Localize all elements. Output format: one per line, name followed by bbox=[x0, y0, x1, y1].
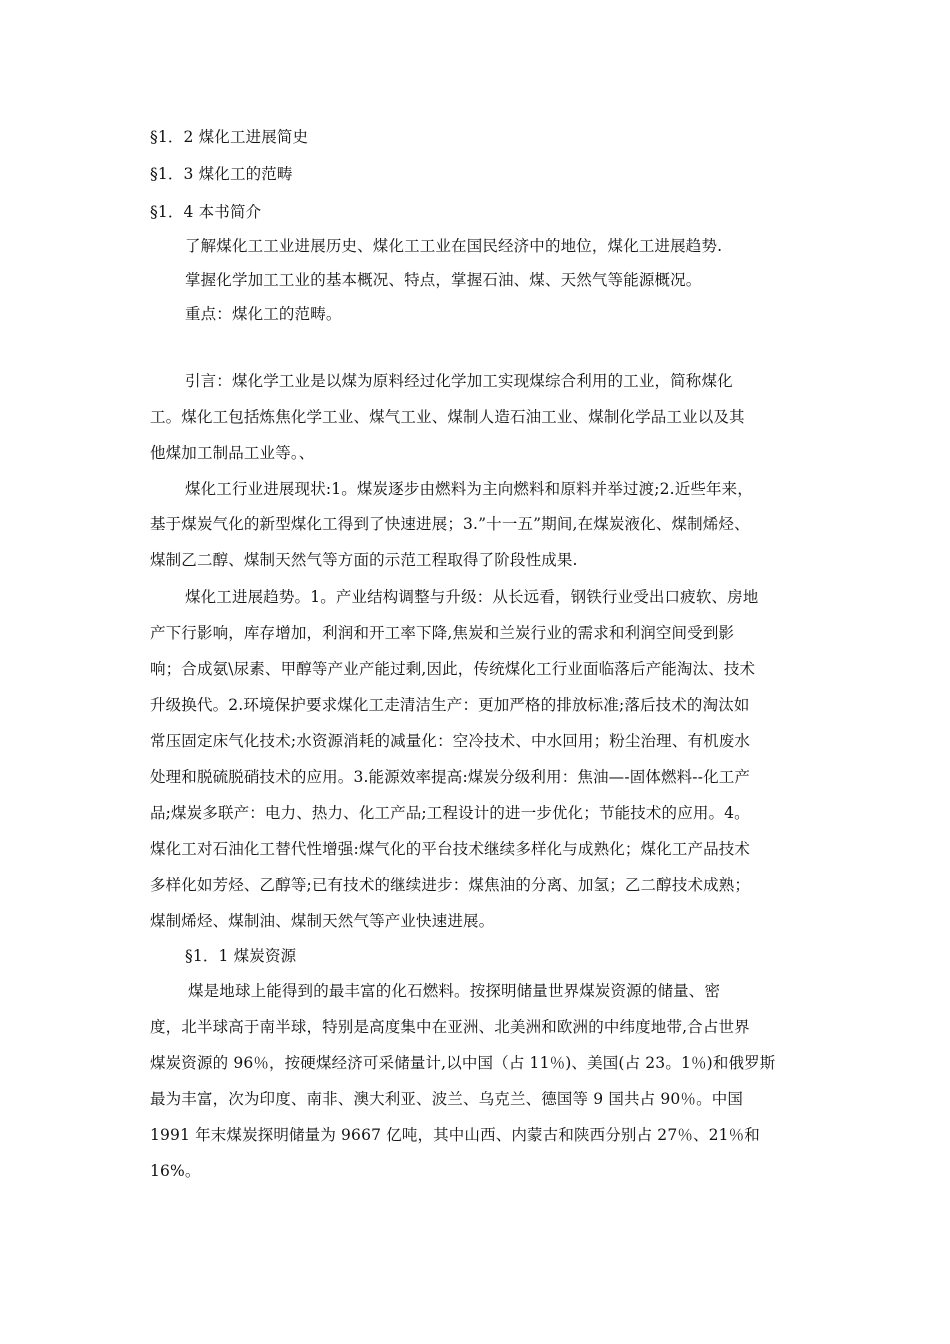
intro-line: 引言：煤化学工业是以煤为原料经过化学加工实现煤综合利用的工业，简称煤化 bbox=[185, 372, 733, 390]
resource-line: 煤是地球上能得到的最丰富的化石燃料。按探明储量世界煤炭资源的储量、密 bbox=[188, 982, 721, 1000]
heading-1-3: §1．3 煤化工的范畴 bbox=[150, 165, 293, 183]
trend-line: 品;煤炭多联产：电力、热力、化工产品;工程设计的进一步优化；节能技术的应用。4。 bbox=[150, 804, 750, 822]
trend-line: 升级换代。2.环境保护要求煤化工走清洁生产：更加严格的排放标准;落后技术的淘汰如 bbox=[150, 696, 750, 714]
trend-line: 常压固定床气化技术;水资源消耗的减量化：空冷技术、中水回用；粉尘治理、有机废水 bbox=[150, 732, 751, 750]
status-line: 基于煤炭气化的新型煤化工得到了快速进展；3.”十一五”期间,在煤炭液化、煤制烯烃、 bbox=[150, 515, 750, 533]
objective-line: 了解煤化工工业进展历史、煤化工工业在国民经济中的地位，煤化工进展趋势. bbox=[185, 237, 723, 255]
trend-line: 多样化如芳烃、乙醇等;已有技术的继续进步：煤焦油的分离、加氢；乙二醇技术成熟； bbox=[150, 876, 751, 894]
heading-1-4: §1．4 本书简介 bbox=[150, 203, 262, 221]
section-title-1-1: §1．1 煤炭资源 bbox=[185, 947, 297, 965]
trend-line: 煤化工进展趋势。1。产业结构调整与升级：从长远看，钢铁行业受出口疲软、房地 bbox=[185, 588, 759, 606]
resource-line: 1991 年末煤炭探明储量为 9667 亿吨，其中山西、内蒙古和陕西分别占 27％、21％和 bbox=[150, 1126, 760, 1144]
resource-line: 煤炭资源的 96％，按硬煤经济可采储量计,以中国（占 11％)、美国(占 23。1％)和俄罗斯 bbox=[150, 1054, 776, 1072]
resource-line: 最为丰富，次为印度、南非、澳大利亚、波兰、乌克兰、德国等 9 国共占 90％。中国 bbox=[150, 1090, 744, 1108]
trend-line: 产下行影响，库存增加，利润和开工率下降,焦炭和兰炭行业的需求和利润空间受到影 bbox=[150, 624, 735, 642]
objective-line: 重点：煤化工的范畴。 bbox=[185, 305, 342, 323]
trend-line: 煤制烯烃、煤制油、煤制天然气等产业快速进展。 bbox=[150, 912, 495, 930]
status-line: 煤化工行业进展现状:1。煤炭逐步由燃料为主向燃料和原料并举过渡;2.近些年来， bbox=[185, 480, 753, 498]
trend-line: 煤化工对石油化工替代性增强:煤气化的平台技术继续多样化与成熟化；煤化工产品技术 bbox=[150, 840, 751, 858]
heading-1-2: §1．2 煤化工进展简史 bbox=[150, 128, 309, 146]
trend-line: 处理和脱硫脱硝技术的应用。3.能源效率提高:煤炭分级利用：焦油—-固体燃料--化工产 bbox=[150, 768, 751, 786]
resource-line: 16%。 bbox=[150, 1162, 201, 1180]
resource-line: 度，北半球高于南半球，特别是高度集中在亚洲、北美洲和欧洲的中纬度地带,合占世界 bbox=[150, 1018, 750, 1036]
trend-line: 响；合成氨\尿素、甲醇等产业产能过剩,因此，传统煤化工行业面临落后产能淘汰、技术 bbox=[150, 660, 756, 678]
objective-line: 掌握化学加工工业的基本概况、特点，掌握石油、煤、天然气等能源概况。 bbox=[185, 271, 702, 289]
status-line: 煤制乙二醇、煤制天然气等方面的示范工程取得了阶段性成果. bbox=[150, 551, 578, 569]
intro-line: 他煤加工制品工业等。、 bbox=[150, 444, 315, 462]
intro-line: 工。煤化工包括炼焦化学工业、煤气工业、煤制人造石油工业、煤制化学品工业以及其 bbox=[150, 408, 745, 426]
